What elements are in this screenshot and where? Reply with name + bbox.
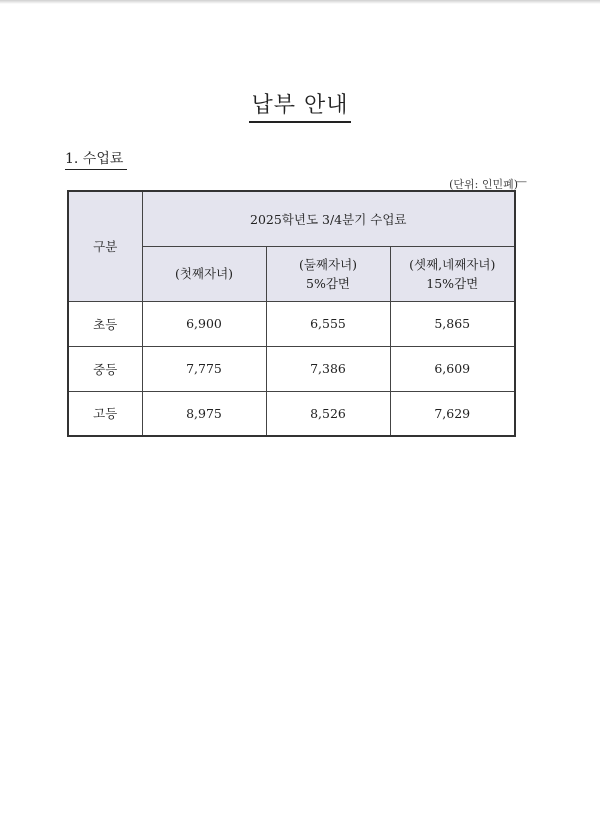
fee-cell: 7,386 xyxy=(266,346,390,391)
fee-cell: 8,975 xyxy=(142,391,266,436)
school-level-cell: 중등 xyxy=(68,346,142,391)
column-header-line2: 5%감면 xyxy=(306,275,350,291)
table-row xyxy=(68,346,515,391)
page-title-text: 납부 안내 xyxy=(249,93,350,123)
column-header-line1: (첫째자녀) xyxy=(174,266,234,281)
table-row xyxy=(68,391,515,436)
section-heading-text: 1. 수업료 xyxy=(65,151,127,170)
fee-cell: 7,629 xyxy=(390,391,515,436)
column-header-line1: (둘째자녀) xyxy=(298,256,358,272)
column-header-line2: 15%감면 xyxy=(426,275,479,291)
column-header-second-child xyxy=(266,246,390,301)
column-header-line1: (셋째,네째자녀) xyxy=(409,256,496,272)
unit-note: (단위: 인민폐) xyxy=(449,178,518,191)
table-header-row xyxy=(68,191,515,246)
unit-note-mark: — xyxy=(516,175,527,188)
fee-cell: 6,555 xyxy=(266,301,390,346)
fee-cell: 6,609 xyxy=(390,346,515,391)
school-level-cell: 초등 xyxy=(68,301,142,346)
table-row xyxy=(68,301,515,346)
fee-cell: 8,526 xyxy=(266,391,390,436)
tuition-table xyxy=(67,190,516,437)
period-header: 2025학년도 3/4분기 수업료 xyxy=(142,191,515,246)
fee-cell: 7,775 xyxy=(142,346,266,391)
column-header-third-child xyxy=(390,246,515,301)
school-level-cell: 고등 xyxy=(68,391,142,436)
section-heading xyxy=(65,148,127,168)
column-header-first-child xyxy=(142,246,266,301)
fee-cell: 6,900 xyxy=(142,301,266,346)
fee-cell: 5,865 xyxy=(390,301,515,346)
scan-edge xyxy=(0,0,600,4)
page-title xyxy=(0,88,600,119)
row-header-label: 구분 xyxy=(68,191,142,301)
